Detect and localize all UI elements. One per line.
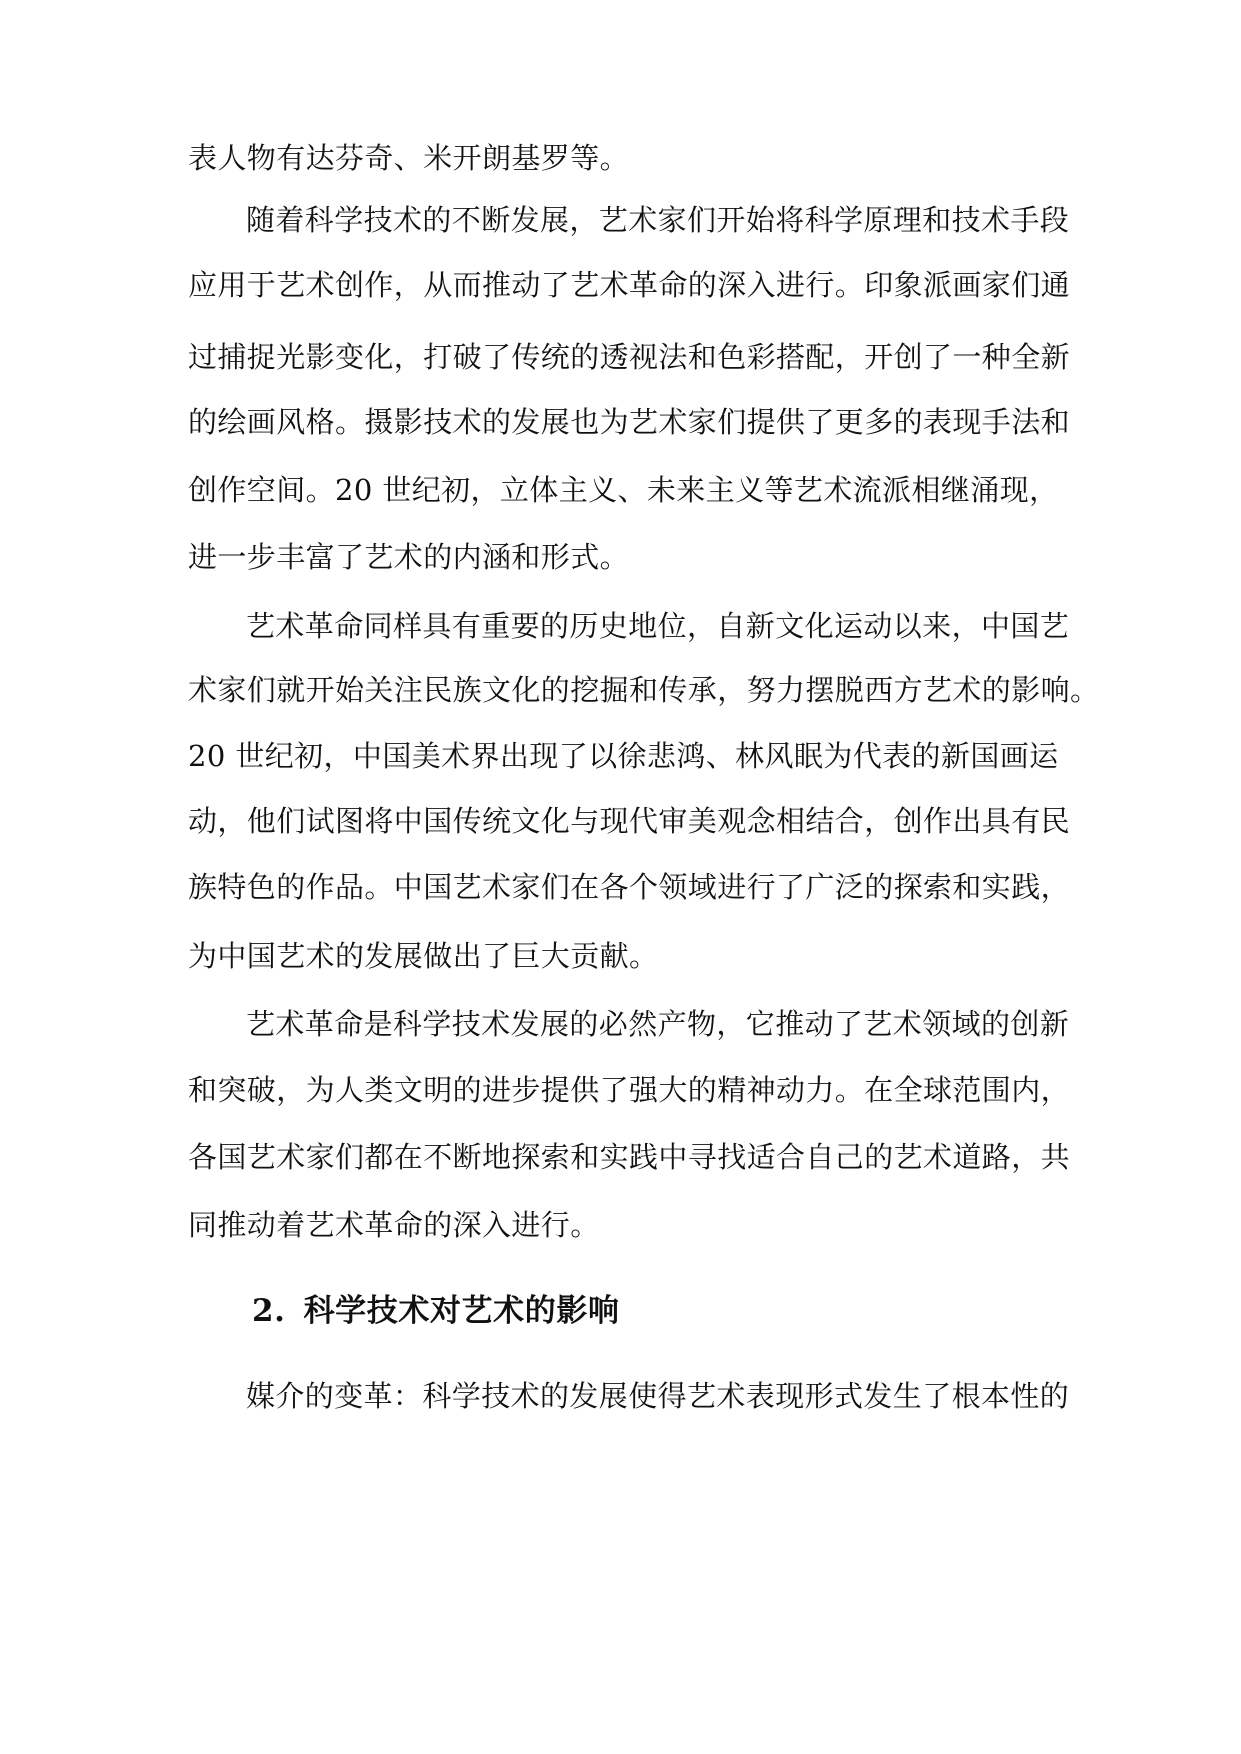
paragraph-line: 20 世纪初，中国美术界出现了以徐悲鸿、林风眠为代表的新国画运 [188,739,1059,773]
paragraph-line: 同推动着艺术革命的深入进行。 [188,1208,600,1242]
paragraph-line: 动，他们试图将中国传统文化与现代审美观念相结合，创作出具有民 [188,804,1071,838]
paragraph-line: 应用于艺术创作，从而推动了艺术革命的深入进行。印象派画家们通 [188,268,1071,302]
paragraph-line: 过捕捉光影变化，打破了传统的透视法和色彩搭配，开创了一种全新 [188,340,1071,374]
paragraph-line: 族特色的作品。中国艺术家们在各个领域进行了广泛的探索和实践， [188,870,1071,904]
paragraph-line: 表人物有达芬奇、米开朗基罗等。 [188,141,630,175]
paragraph-line: 和突破，为人类文明的进步提供了强大的精神动力。在全球范围内， [188,1073,1071,1107]
paragraph-line: 媒介的变革：科学技术的发展使得艺术表现形式发生了根本性的 [246,1379,1070,1413]
section-title: 科学技术对艺术的影响 [303,1293,620,1329]
paragraph-line: 艺术革命同样具有重要的历史地位，自新文化运动以来，中国艺 [246,609,1070,643]
paragraph-line: 进一步丰富了艺术的内涵和形式。 [188,540,630,574]
paragraph-line: 为中国艺术的发展做出了巨大贡献。 [188,939,659,973]
paragraph-line: 术家们就开始关注民族文化的挖掘和传承，努力摆脱西方艺术的影响。 [188,673,1100,707]
paragraph-line: 创作空间。20 世纪初，立体主义、未来主义等艺术流派相继涌现， [188,473,1059,507]
section-heading [252,1289,620,1333]
section-number: 2. [252,1293,286,1329]
paragraph-line: 的绘画风格。摄影技术的发展也为艺术家们提供了更多的表现手法和 [188,405,1071,439]
paragraph-line: 艺术革命是科学技术发展的必然产物，它推动了艺术领域的创新 [246,1007,1070,1041]
paragraph-line: 随着科学技术的不断发展，艺术家们开始将科学原理和技术手段 [246,203,1070,237]
paragraph-line: 各国艺术家们都在不断地探索和实践中寻找适合自己的艺术道路，共 [188,1140,1071,1174]
